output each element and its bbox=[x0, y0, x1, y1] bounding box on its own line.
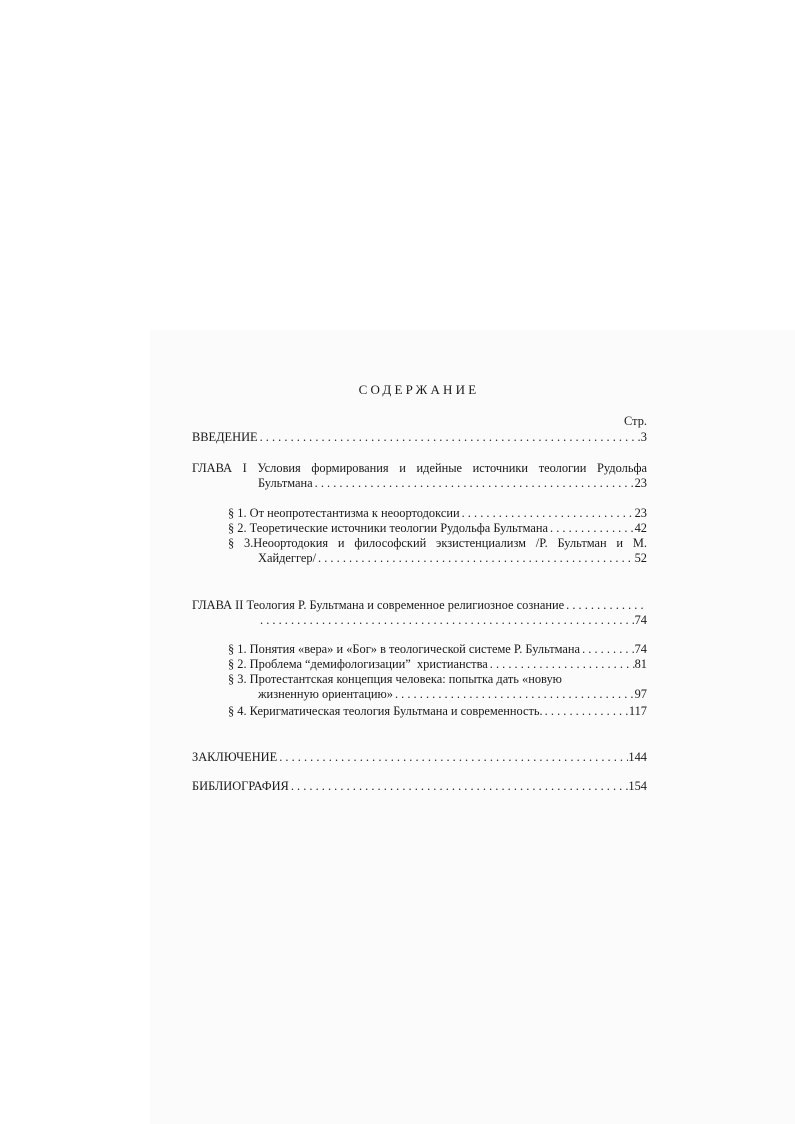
dot-leader bbox=[580, 642, 635, 657]
dot-leader bbox=[316, 551, 635, 566]
toc-page-number: 144 bbox=[628, 750, 647, 764]
toc-page-number: 97 bbox=[634, 687, 647, 701]
toc-label: БИБЛИОГРАФИЯ bbox=[192, 779, 289, 793]
toc-page-number: 52 bbox=[634, 551, 647, 565]
dot-leader bbox=[289, 779, 629, 794]
toc-chapter-2-title[interactable] bbox=[192, 598, 647, 613]
dot-leader bbox=[313, 476, 635, 491]
toc-entry-conclusion[interactable] bbox=[192, 750, 647, 765]
toc-section-1-1[interactable] bbox=[228, 506, 647, 521]
toc-entry-bibliography[interactable] bbox=[192, 779, 647, 794]
dot-leader bbox=[460, 506, 635, 521]
toc-label: § 2. Проблема “демифологизации” христианства bbox=[228, 657, 488, 671]
toc-section-1-3[interactable]: § 3.Неоортодокия и философский экзистенциализм /Р. Бультман и М. bbox=[228, 536, 647, 550]
toc-section-2-3-cont[interactable] bbox=[258, 687, 647, 702]
page-column-label: Стр. bbox=[624, 414, 647, 428]
toc-chapter-1-title[interactable]: ГЛАВА I Условия формирования и идейные источники теологии Рудольфа bbox=[192, 461, 647, 475]
toc-page-number: 74 bbox=[634, 642, 647, 656]
toc-page-number: 23 bbox=[634, 506, 647, 520]
toc-page-number: 23 bbox=[634, 476, 647, 490]
toc-label: ЗАКЛЮЧЕНИЕ bbox=[192, 750, 278, 764]
dot-leader bbox=[488, 657, 635, 672]
toc-section-1-3-cont[interactable] bbox=[258, 551, 647, 566]
toc-entry-introduction[interactable] bbox=[192, 430, 647, 445]
toc-label: § 1. От неопротестантизма к неоортодоксии bbox=[228, 506, 460, 520]
dot-leader bbox=[258, 613, 635, 628]
toc-section-2-2[interactable] bbox=[228, 657, 647, 672]
toc-label: § 4. Керигматическая теология Бультмана и современность. bbox=[228, 704, 543, 718]
toc-label: Бультмана bbox=[258, 476, 313, 490]
dot-leader bbox=[548, 521, 635, 536]
toc-page-number: 42 bbox=[634, 521, 647, 535]
toc-label: Хайдеггер/ bbox=[258, 551, 317, 565]
toc-chapter-2-title-cont[interactable] bbox=[258, 613, 647, 628]
dot-leader bbox=[543, 704, 629, 719]
toc-label: ГЛАВА II Теология Р. Бультмана и современное религиозное сознание bbox=[192, 598, 565, 612]
dot-leader bbox=[564, 598, 647, 613]
toc-section-2-1[interactable] bbox=[228, 642, 647, 657]
dot-leader bbox=[277, 750, 628, 765]
toc-page-number: 117 bbox=[628, 704, 647, 718]
scan-page-area bbox=[150, 330, 795, 1124]
toc-label: жизненную ориентацию» bbox=[258, 687, 393, 701]
toc-section-2-3[interactable]: § 3. Протестантская концепция человека: попытка дать «новую bbox=[228, 672, 562, 686]
toc-page-number: 74 bbox=[634, 613, 647, 627]
dot-leader bbox=[393, 687, 635, 702]
toc-label: ВВЕДЕНИЕ bbox=[192, 430, 258, 444]
dot-leader bbox=[258, 430, 641, 445]
toc-page-number: 3 bbox=[640, 430, 647, 444]
toc-label: § 1. Понятия «вера» и «Бог» в теологической системе Р. Бультмана bbox=[228, 642, 581, 656]
page-title: СОДЕРЖАНИЕ bbox=[358, 382, 480, 397]
toc-label: § 2. Теоретические источники теологии Рудольфа Бультмана bbox=[228, 521, 548, 535]
toc-chapter-1-title-cont[interactable] bbox=[258, 476, 647, 491]
toc-page-number: 154 bbox=[628, 779, 647, 793]
toc-section-1-2[interactable] bbox=[228, 521, 647, 536]
toc-section-2-4[interactable] bbox=[228, 704, 647, 719]
toc-page-number: 81 bbox=[634, 657, 647, 671]
